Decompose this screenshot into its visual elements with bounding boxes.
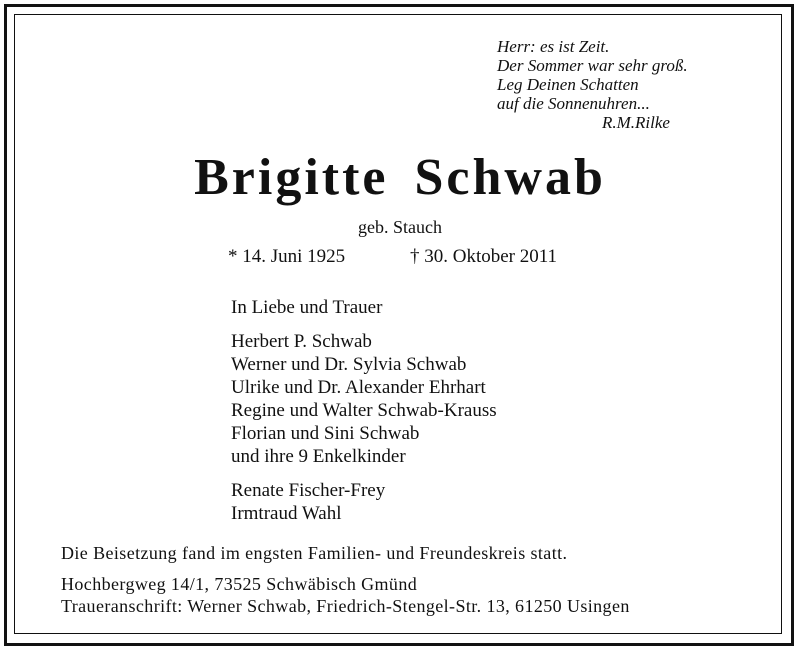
other-mourner: Renate Fischer-Frey [231, 480, 386, 501]
burial-notice: Die Beisetzung fand im engsten Familien- und Freundeskreis statt. [61, 543, 568, 563]
family-member: Regine und Walter Schwab-Krauss [231, 400, 497, 421]
other-mourner: Irmtraud Wahl [231, 503, 342, 524]
condolence-address: Traueranschrift: Werner Schwab, Friedrich-Stengel-Str. 13, 61250 Usingen [61, 596, 630, 616]
mourning-intro: In Liebe und Trauer [231, 297, 383, 318]
mourners-list [231, 296, 497, 525]
other-mourners-group [231, 479, 497, 525]
poem-line: Leg Deinen Schatten [497, 75, 639, 94]
address-block [61, 573, 630, 617]
family-member: Ulrike und Dr. Alexander Ehrhart [231, 377, 486, 398]
poem-quote [497, 37, 688, 132]
family-member: Florian und Sini Schwab [231, 423, 420, 444]
poem-line: Der Sommer war sehr groß. [497, 56, 688, 75]
death-date: † 30. Oktober 2011 [410, 246, 558, 267]
family-group [231, 330, 497, 468]
poem-author: R.M.Rilke [602, 113, 670, 132]
family-member: und ihre 9 Enkelkinder [231, 446, 406, 467]
birth-date: * 14. Juni 1925 [228, 246, 346, 267]
maiden-name: geb. Stauch [358, 217, 442, 237]
family-member: Werner und Dr. Sylvia Schwab [231, 354, 467, 375]
poem-line: auf die Sonnenuhren... [497, 94, 650, 113]
family-member: Herbert P. Schwab [231, 331, 372, 352]
deceased-name: Brigitte Schwab [194, 149, 606, 206]
poem-line: Herr: es ist Zeit. [497, 37, 610, 56]
home-address: Hochbergweg 14/1, 73525 Schwäbisch Gmünd [61, 574, 418, 594]
